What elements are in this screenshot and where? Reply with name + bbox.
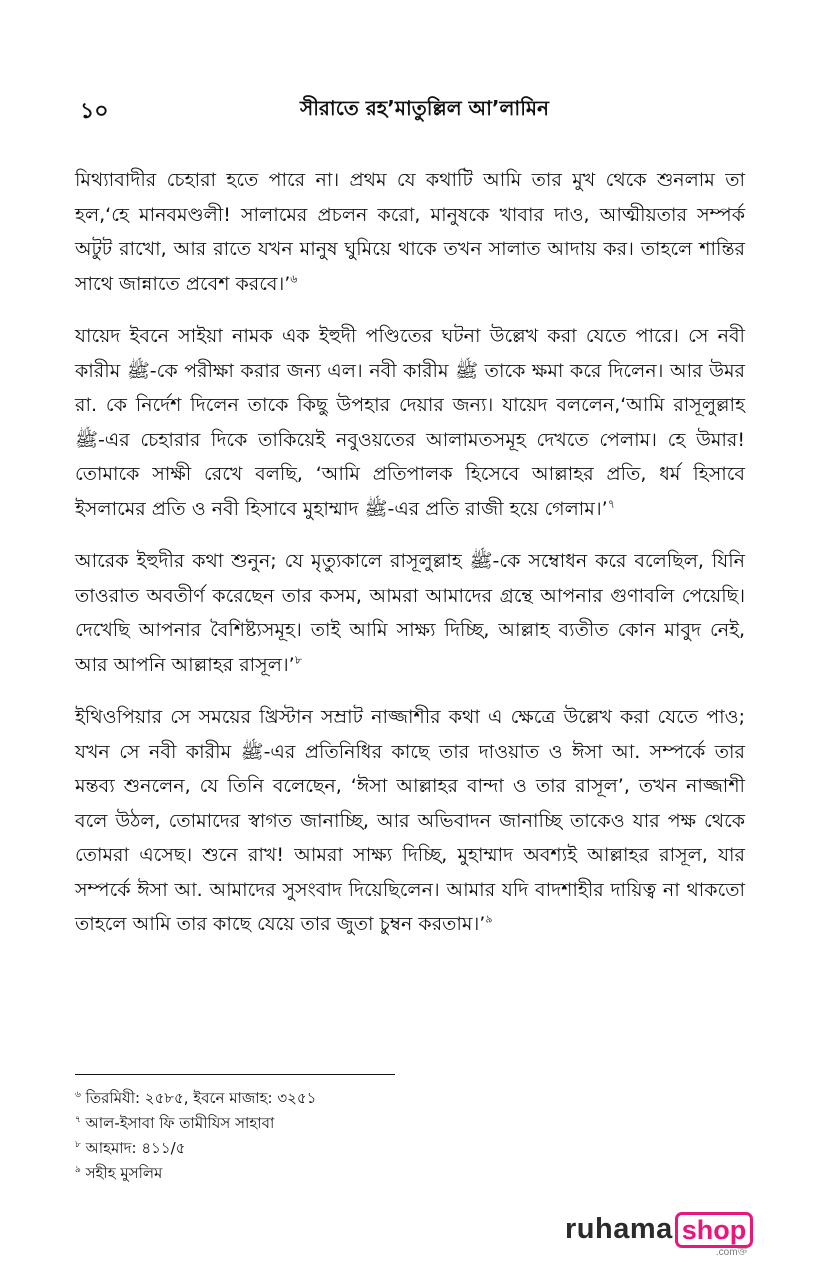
paragraph bbox=[75, 319, 745, 526]
page-number: ১০ bbox=[80, 99, 109, 124]
footnote-divider bbox=[75, 1074, 395, 1075]
footnote bbox=[75, 1111, 675, 1136]
footnote-reference[interactable]: ৯ bbox=[485, 912, 493, 926]
footnote bbox=[75, 1086, 675, 1111]
footnote-mark: ৮ bbox=[75, 1140, 81, 1150]
footnote-reference[interactable]: ৬ bbox=[290, 272, 298, 286]
logo-shop-badge: shop bbox=[675, 1212, 754, 1248]
footnote-text: তিরমিযী: ২৫৮৫, ইবনে মাজাহ: ৩২৫১ bbox=[85, 1089, 317, 1107]
footnote bbox=[75, 1161, 675, 1186]
logo-word: ruhama bbox=[565, 1213, 673, 1245]
footnote-text: আহমাদ: ৪১১/৫ bbox=[85, 1139, 186, 1157]
footnote-mark: ৬ bbox=[75, 1090, 81, 1100]
running-title: সীরাতে রহ’মাতুল্লিল আ’লামিন bbox=[300, 96, 549, 120]
paragraph bbox=[75, 700, 745, 942]
paragraph-text: আরেক ইহুদীর কথা শুনুন; যে মৃত্যুকালে রাসূলুল্লাহ ﷺ-কে সম্বোধন করে বলেছিল, যিনি তাওরাত অবতীর্ণ করেছেন তার কসম, আমরা আমাদের গ্রন্থে আপনার গুণাবলি পেয়েছি। দেখেছি আপনার বৈশিষ্ট্যসমূহ। তাই আমি সাক্ষ্য দিচ্ছি, আল্লাহ ব্যতীত কোন মাবুদ নেই, আর আপনি আল্লাহর রাসূল।’ bbox=[75, 550, 745, 676]
ruhama-shop-logo[interactable] bbox=[565, 1212, 753, 1258]
footnote-mark: ৭ bbox=[75, 1115, 81, 1125]
footnotes bbox=[75, 1086, 675, 1186]
paragraph bbox=[75, 163, 745, 301]
body-text bbox=[75, 163, 745, 960]
footnote-text: আল-ইসাবা ফি তামীযিস সাহাবা bbox=[85, 1114, 275, 1132]
footnote bbox=[75, 1136, 675, 1161]
footnote-reference[interactable]: ৮ bbox=[294, 653, 302, 667]
paragraph-text: মিথ্যাবাদীর চেহারা হতে পারে না। প্রথম যে কথাটি আমি তার মুখ থেকে শুনলাম তা হল,‘হে মানবমণ্ডলী! সালামের প্রচলন করো, মানুষকে খাবার দাও, আত্মীয়তার সম্পর্ক অটুট রাখো, আর রাতে যখন মানুষ ঘুমিয়ে থাকে তখন সালাত আদায় কর। তাহলে শান্তির সাথে জান্নাতে প্রবেশ করবে।’ bbox=[75, 169, 745, 295]
paragraph-text: যায়েদ ইবনে সাইয়া নামক এক ইহুদী পণ্ডিতের ঘটনা উল্লেখ করা যেতে পারে। সে নবী কারীম ﷺ-কে পরীক্ষা করার জন্য এল। নবী কারীম ﷺ তাকে ক্ষমা করে দিলেন। আর উমর রা. কে নির্দেশ দিলেন তাকে কিছু উপহার দেয়ার জন্য। যায়েদ বললেন,‘আমি রাসূলুল্লাহ ﷺ-এর চেহারার দিকে তাকিয়েই নবুওয়তের আলামতসমূহ দেখতে পেলাম। হে উমার! তোমাকে সাক্ষী রেখে বলছি, ‘আমি প্রতিপালক হিসেবে আল্লাহর প্রতি, ধর্ম হিসাবে ইসলামের প্রতি ও নবী হিসাবে মুহাম্মাদ ﷺ-এর প্রতি রাজী হয়ে গেলাম।’ bbox=[75, 325, 745, 520]
paragraph bbox=[75, 544, 745, 682]
footnote-text: সহীহ মুসলিম bbox=[85, 1164, 163, 1182]
footnote-mark: ৯ bbox=[75, 1165, 81, 1175]
paragraph-text: ইথিওপিয়ার সে সময়ের খ্রিস্টান সম্রাট নাজ্জাশীর কথা এ ক্ষেত্রে উল্লেখ করা যেতে পাও; যখন সে নবী কারীম ﷺ-এর প্রতিনিধির কাছে তার দাওয়াত ও ঈসা আ. সম্পর্কে তার মন্তব্য শুনলেন, যে তিনি বলেছেন, ‘ঈসা আল্লাহর বান্দা ও তার রাসূল’, তখন নাজ্জাশী বলে উঠল, তোমাদের স্বাগত জানাচ্ছি, আর অভিবাদন জানাচ্ছি তাকেও যার পক্ষ থেকে তোমরা এসেছ। শুনে রাখ! আমরা সাক্ষ্য দিচ্ছি, মুহাম্মাদ অবশ্যই আল্লাহর রাসূল, যার সম্পর্কে ঈসা আ. আমাদের সুসংবাদ দিয়েছিলেন। আমার যদি বাদশাহীর দায়িত্ব না থাকতো তাহলে আমি তার কাছে যেয়ে তার জুতা চুম্বন করতাম।’ bbox=[75, 706, 745, 935]
footnote-reference[interactable]: ৭ bbox=[607, 497, 615, 511]
logo-tld: .comক্ত bbox=[715, 1247, 748, 1258]
